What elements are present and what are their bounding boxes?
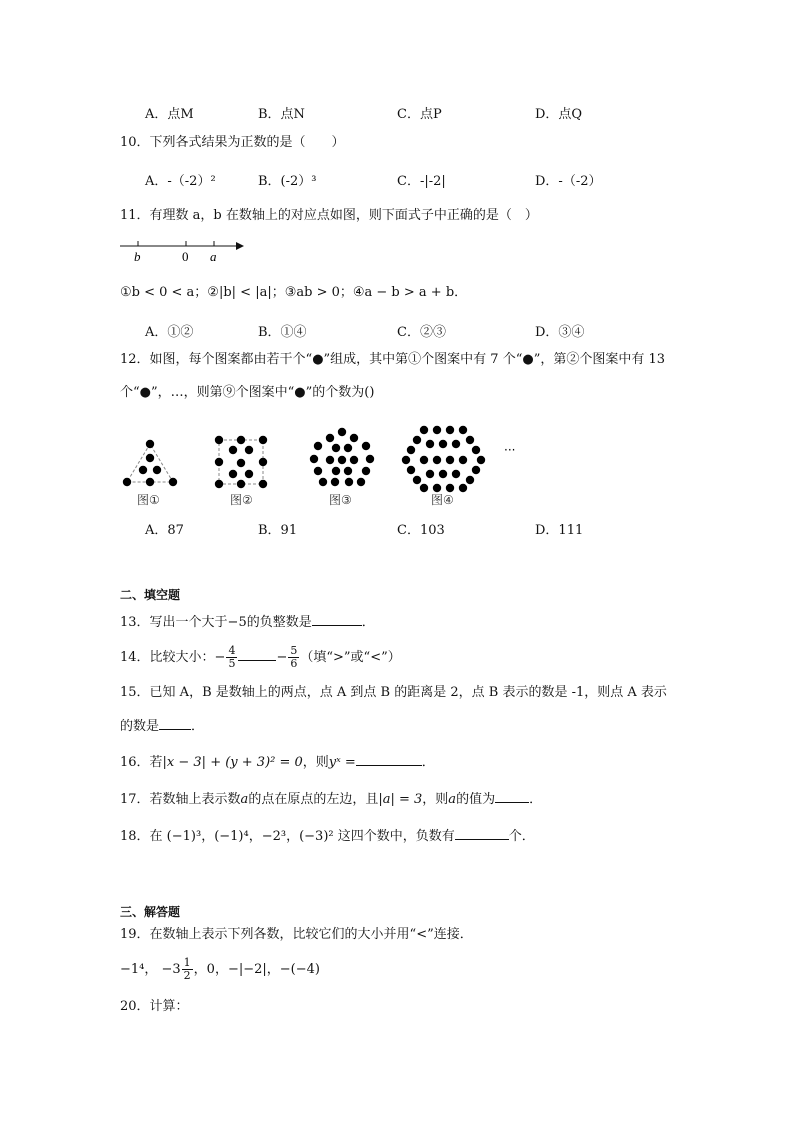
q9-option-c: C．点P (397, 107, 442, 122)
q17-var2: a (448, 792, 457, 807)
q17-mid2: ，则 (422, 792, 449, 807)
q17-pre: 17．若数轴上表示数 (120, 792, 241, 807)
pattern-2-dots (215, 436, 267, 488)
q12-stem-line1: 12．如图，每个图案都由若干个“●”组成，其中第①个图案中有 7 个“●”，第②个图案中有 13 (120, 352, 666, 367)
pattern-4-label: 图④ (431, 493, 454, 507)
q12-stem-line2: 个“●”，…，则第⑨个图案中“●”的个数为() (120, 385, 375, 400)
pattern-4-dots (402, 426, 485, 492)
q14-frac-2-den: 6 (290, 657, 298, 670)
q15-end: ． (191, 719, 205, 734)
q18-blank[interactable] (455, 826, 509, 840)
q19-stem: 19．在数轴上表示下列各数，比较它们的大小并用“<”连接． (120, 927, 473, 942)
pattern-1-label: 图① (137, 493, 160, 507)
number-line-figure (118, 236, 248, 264)
q19-frac (182, 957, 193, 982)
q9-option-a: A．点M (145, 107, 194, 122)
q9-options (0, 103, 794, 121)
q17-var: a (240, 792, 249, 807)
label-a: a (210, 249, 217, 264)
pattern-2 (215, 436, 267, 488)
q13-post: 的负整数是 (246, 615, 312, 630)
q16-end: ． (421, 755, 435, 770)
q14-post: （填“>”或“<”） (300, 650, 401, 665)
q15-line1: 15．已知 A，B 是数轴上的两点，点 A 到点 B 的距离是 2，点 B 表示的数是 -1，则点 A 表示 (120, 685, 667, 700)
q9-option-b: B．点N (258, 107, 305, 122)
q13-pre: 13．写出一个大于 (120, 615, 228, 630)
label-b: b (134, 249, 141, 264)
q14-minus-1: − (214, 650, 226, 665)
q14-frac-1-num: 4 (228, 644, 236, 657)
q14-pre: 14．比较大小： (120, 650, 215, 665)
pattern-1-dots (123, 440, 177, 486)
q11-stem: 11．有理数 a，b 在数轴上的对应点如图，则下面式子中正确的是（ ） (120, 208, 538, 223)
q11-option-b: B．①④ (258, 325, 307, 340)
pattern-2-label: 图② (230, 493, 253, 507)
q14-frac-1 (226, 645, 237, 670)
q13-num: −5 (227, 615, 247, 630)
q11-options (0, 321, 794, 339)
pattern-3-dots (310, 428, 374, 486)
q14-frac-2-num: 5 (290, 644, 298, 657)
q17-end: ． (529, 792, 543, 807)
q16-mid: ，则 (302, 755, 329, 770)
pattern-3 (310, 428, 374, 486)
q18 (120, 826, 535, 846)
q14-blank[interactable] (238, 647, 276, 661)
q13 (120, 612, 375, 632)
q19-frac-num: 1 (183, 956, 191, 969)
q14-frac-2 (288, 645, 299, 670)
q14-minus-2: − (276, 650, 288, 665)
q19-numbers-pre: −1⁴， −3 (120, 962, 181, 977)
q11-option-d: D．③④ (535, 325, 585, 340)
q10-stem: 10．下列各式结果为正数的是（ ） (120, 135, 345, 150)
q16-pre: 16．若 (120, 755, 163, 770)
q16 (120, 752, 435, 772)
q12-option-c: C．103 (397, 523, 445, 538)
q10-option-c: C．-|-2| (397, 174, 446, 189)
q15-pre: 的数是 (120, 719, 160, 734)
q15-blank[interactable] (159, 716, 191, 730)
number-line-arrow (236, 242, 244, 250)
q11-statements: ①b < 0 < a；②|b| < |a|；③ab > 0；④a − b > a + b． (120, 285, 468, 300)
q17-cond: |a| = 3 (378, 792, 423, 807)
q15-line2 (120, 716, 204, 736)
pattern-3-label: 图③ (329, 493, 352, 507)
q18-text: 18．在 (−1)³，(−1)⁴，−2³，(−3)² 这四个数中，负数有 (120, 829, 455, 844)
q19-numbers (120, 954, 320, 986)
q16-blank[interactable] (356, 752, 422, 766)
q17-mid: 的点在原点的左边，且 (248, 792, 379, 807)
q17-post: 的值为 (456, 792, 496, 807)
dot-patterns-figure (112, 418, 532, 510)
q19-frac-den: 2 (183, 969, 191, 982)
q11-option-a: A．①② (145, 325, 194, 340)
q9-option-d: D．点Q (535, 107, 583, 122)
q16-equation: |x − 3| + (y + 3)² = 0 (162, 755, 303, 770)
pattern-4 (402, 426, 485, 492)
q19-numbers-post: ，0，−|−2|，−(−4) (193, 962, 320, 977)
q18-end: 个． (508, 829, 535, 844)
q10-options (0, 170, 794, 188)
q13-end: ． (361, 615, 375, 630)
pattern-1 (123, 440, 177, 486)
q20: 20．计算： (120, 999, 189, 1014)
q10-option-d: D．-（-2） (535, 174, 602, 189)
q17 (120, 789, 542, 809)
q11-option-c: C．②③ (397, 325, 446, 340)
pattern-ellipsis: ··· (504, 443, 516, 457)
q16-expr: yˣ = (328, 755, 356, 770)
q12-option-b: B．91 (258, 523, 298, 538)
label-0: 0 (182, 249, 189, 264)
q10-option-a: A．-（-2）² (145, 174, 216, 189)
q10-option-b: B．(-2）³ (258, 174, 317, 189)
q14-frac-1-den: 5 (228, 657, 236, 670)
section-2-heading: 二、填空题 (120, 588, 181, 602)
section-3-heading: 三、解答题 (120, 905, 181, 919)
q12-option-d: D．111 (535, 523, 584, 538)
q12-options (0, 519, 794, 537)
q13-blank[interactable] (312, 612, 362, 626)
q12-option-a: A．87 (145, 523, 184, 538)
pattern-1-outline (127, 444, 173, 482)
q17-blank[interactable] (495, 789, 529, 803)
q14 (120, 642, 401, 674)
